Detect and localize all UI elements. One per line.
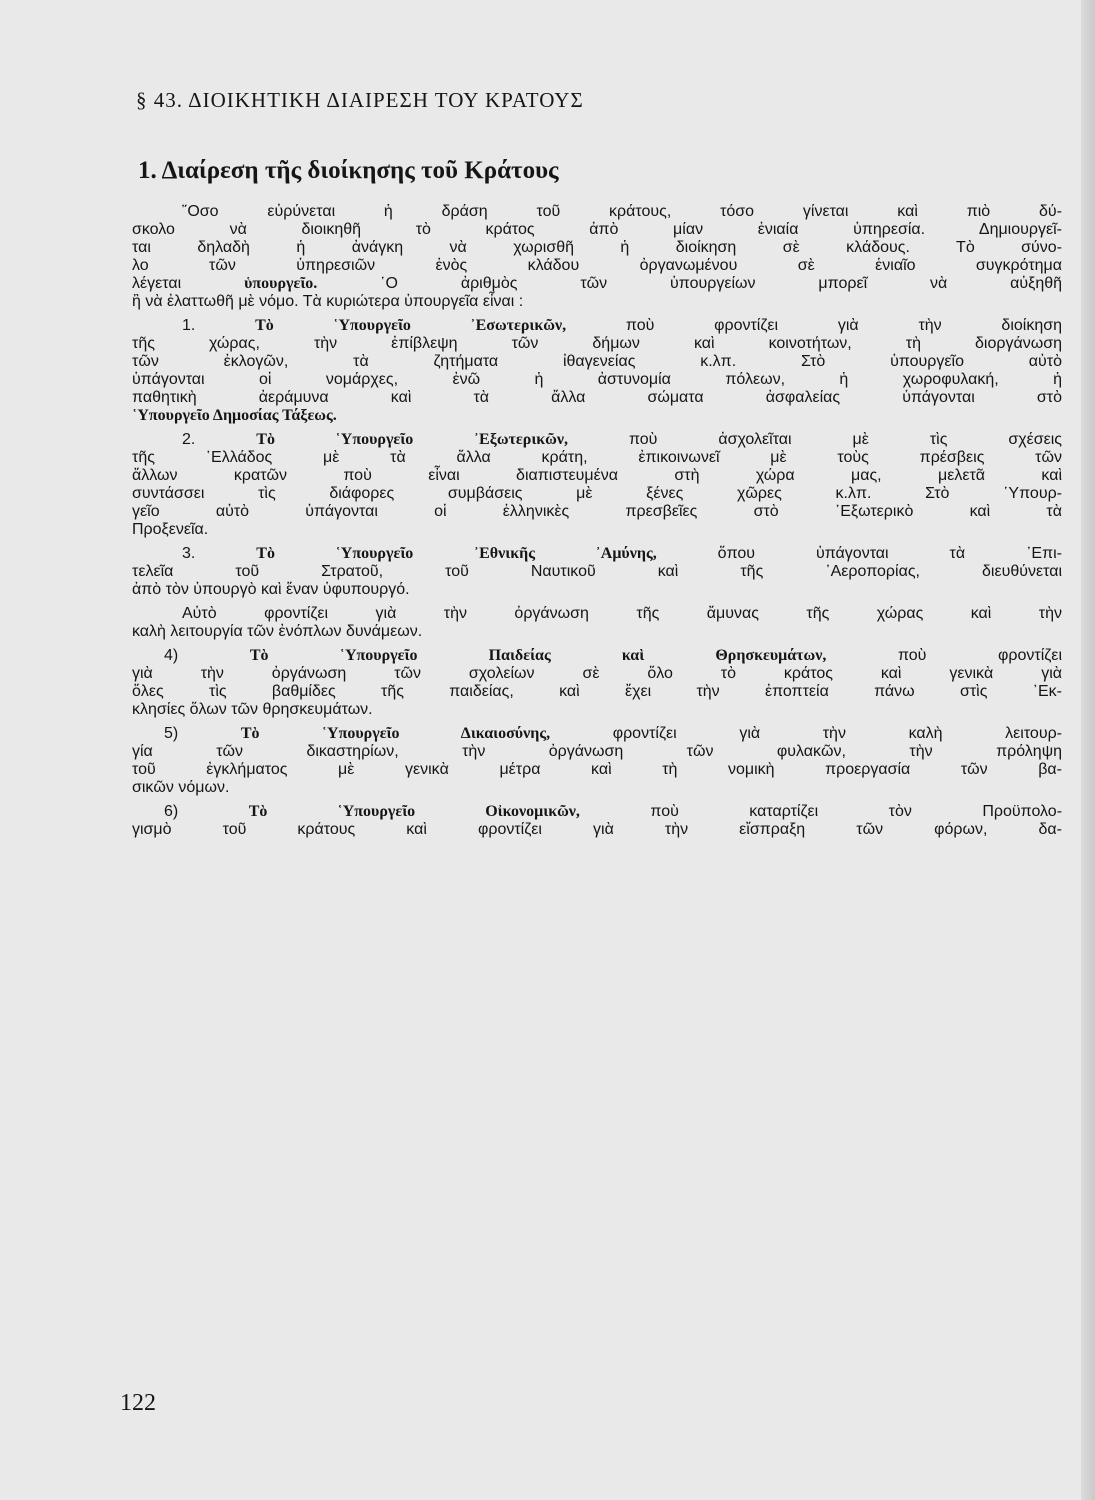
text-line: παθητικὴ ἀεράμυνα καὶ τὰ ἄλλα σώματα ἀσφαλείας ὑπάγονται στὸ	[132, 389, 1062, 406]
page-content	[132, 88, 1062, 845]
text-line: γεῖο αὐτὸ ὑπάγονται οἱ ἑλληνικὲς πρεσβεῖες στὸ ᾿Εξωτερικὸ καὶ τὰ	[132, 503, 1062, 520]
item-number: 1.	[182, 317, 196, 334]
item-number: 3.	[182, 545, 196, 562]
item-first-line	[132, 431, 1062, 449]
text-line: ἢ νὰ ἐλαττωθῆ μὲ νόμο. Τὰ κυριώτερα ὑπουργεῖα εἶναι :	[132, 293, 524, 310]
item-first-line	[132, 725, 1062, 743]
page-number: 122	[120, 1390, 156, 1416]
item-first-line	[132, 317, 1062, 335]
subsection-title: 1. Διαίρεση τῆς διοίκησης τοῦ Κράτους	[138, 157, 559, 184]
text-line: Αὐτὸ φροντίζει γιὰ τὴν ὀργάνωση τῆς ἄμυνας τῆς χώρας καὶ τὴν	[182, 605, 1062, 622]
text-fragment: φροντίζει γιὰ τὴν καλὴ λειτουρ-	[550, 725, 1062, 742]
item-number: 2.	[182, 431, 196, 448]
text-line	[132, 275, 1062, 293]
text-line: ἀπὸ τὸν ὑπουργὸ καὶ ἕναν ὑφυπουργό.	[132, 581, 410, 598]
text-fragment: ποὺ καταρτίζει τὸν Προϋπολο-	[579, 803, 1063, 820]
text-line: κλησίες ὅλων τῶν θρησκευμάτων.	[132, 701, 373, 718]
text-line: σκολο νὰ διοικηθῆ τὸ κράτος ἀπὸ μίαν ἑνιαία ὑπηρεσία. Δημιουργεῖ-	[132, 221, 1062, 238]
text-line: τῆς χώρας, τὴν ἐπίβλεψη τῶν δήμων καὶ κοινοτήτων, τὴ διοργάνωση	[132, 335, 1062, 352]
text-line: καλὴ λειτουργία τῶν ἐνόπλων δυνάμεων.	[132, 623, 423, 640]
text-line: Προξενεῖα.	[132, 521, 209, 538]
text-line: τῶν ἐκλογῶν, τὰ ζητήματα ἰθαγενείας κ.λπ. Στὸ ὑπουργεῖο αὐτὸ	[132, 353, 1062, 370]
text-line: ὅλες τὶς βαθμίδες τῆς παιδείας, καὶ ἔχει τὴν ἐποπτεία πάνω στὶς ᾿Εκ-	[132, 683, 1062, 700]
ministry-name: Τὸ ῾Υπουργεῖο Δικαιοσύνης,	[240, 725, 551, 742]
text-line: γία τῶν δικαστηρίων, τὴν ὀργάνωση τῶν φυλακῶν, τὴν πρόληψη	[132, 743, 1062, 760]
item-number: 6)	[164, 803, 179, 820]
ministry-name: Τὸ ῾Υπουργεῖο ᾿Εθνικῆς ᾿Αμύνης,	[256, 545, 657, 562]
text-fragment: ποὺ φροντίζει	[826, 647, 1062, 664]
ministry-item-2	[132, 431, 1062, 539]
text-line: ὑπάγονται οἱ νομάρχες, ἐνῶ ἡ ἀστυνομία πόλεων, ἡ χωροφυλακή, ἡ	[132, 371, 1062, 388]
text-fragment: ποὺ φροντίζει γιὰ τὴν διοίκηση	[566, 317, 1063, 334]
item-number: 5)	[164, 725, 179, 742]
ministry-name: Τὸ ῾Υπουργεῖο Οἰκονομικῶν,	[248, 803, 580, 820]
ministry-item-3	[132, 545, 1062, 599]
item-3-continuation	[132, 605, 1062, 641]
text-line: τῆς ῾Ελλάδος μὲ τὰ ἄλλα κράτη, ἐπικοινωνεῖ μὲ τοὺς πρέσβεις τῶν	[132, 449, 1062, 466]
item-first-line	[132, 545, 1062, 563]
text-line: γιὰ τὴν ὀργάνωση τῶν σχολείων σὲ ὅλο τὸ κράτος καὶ γενικὰ γιὰ	[132, 665, 1062, 682]
text-line: ται δηλαδὴ ἡ ἀνάγκη νὰ χωρισθῆ ἡ διοίκηση σὲ κλάδους. Τὸ σύνο-	[132, 239, 1062, 256]
term-bold: ὑπουργεῖο.	[244, 275, 318, 292]
ministry-name: Τὸ ῾Υπουργεῖο Παιδείας καὶ Θρησκευμάτων,	[249, 647, 827, 664]
item-first-line	[132, 803, 1062, 821]
ministry-name: Τὸ ῾Υπουργεῖο ᾿Εσωτερικῶν,	[255, 317, 567, 334]
text-line: ἄλλων κρατῶν ποὺ εἶναι διαπιστευμένα στὴ χώρα μας, μελετᾶ καὶ	[132, 467, 1062, 484]
item-first-line	[132, 647, 1062, 665]
ministry-item-6	[132, 803, 1062, 839]
ministry-name: ῾Υπουργεῖο Δημοσίας Τάξεως.	[132, 407, 337, 424]
section-header: § 43. ΔΙΟΙΚΗΤΙΚΗ ΔΙΑΙΡΕΣΗ ΤΟΥ ΚΡΑΤΟΥΣ	[136, 88, 584, 112]
text-fragment: ῾Ο ἀριθμὸς τῶν ὑπουργείων μπορεῖ νὰ αὐξηθῆ	[317, 275, 1063, 292]
item-number: 4)	[164, 647, 179, 664]
text-fragment: λέγεται	[132, 275, 245, 292]
page-edge	[1081, 0, 1095, 1500]
text-line: λο τῶν ὑπηρεσιῶν ἑνὸς κλάδου ὀργανωμένου σὲ ἑνιαῖο συγκρότημα	[132, 257, 1062, 274]
text-line: τελεῖα τοῦ Στρατοῦ, τοῦ Ναυτικοῦ καὶ τῆς ᾿Αεροπορίας, διευθύνεται	[132, 563, 1062, 580]
text-line: ῞Οσο εὐρύνεται ἡ δράση τοῦ κράτους, τόσο γίνεται καὶ πιὸ δύ-	[182, 203, 1062, 220]
text-line: σικῶν νόμων.	[132, 779, 230, 796]
ministry-name: Τὸ ῾Υπουργεῖο ᾿Εξωτερικῶν,	[256, 431, 569, 448]
ministry-item-5	[132, 725, 1062, 797]
intro-paragraph	[132, 203, 1062, 311]
text-line: γισμὸ τοῦ κράτους καὶ φροντίζει γιὰ τὴν εἴσπραξη τῶν φόρων, δα-	[132, 821, 1062, 838]
text-line: τοῦ ἐγκλήματος μὲ γενικὰ μέτρα καὶ τὴ νομικὴ προεργασία τῶν βα-	[132, 761, 1062, 778]
text-fragment: ὅπου ὑπάγονται τὰ ᾿Επι-	[656, 545, 1062, 562]
text-fragment: ποὺ ἀσχολεῖται μὲ τὶς σχέσεις	[568, 431, 1063, 448]
ministry-item-1	[132, 317, 1062, 425]
text-line: συντάσσει τὶς διάφορες συμβάσεις μὲ ξένες χῶρες κ.λπ. Στὸ ῾Υπουρ-	[132, 485, 1062, 502]
ministry-item-4	[132, 647, 1062, 719]
